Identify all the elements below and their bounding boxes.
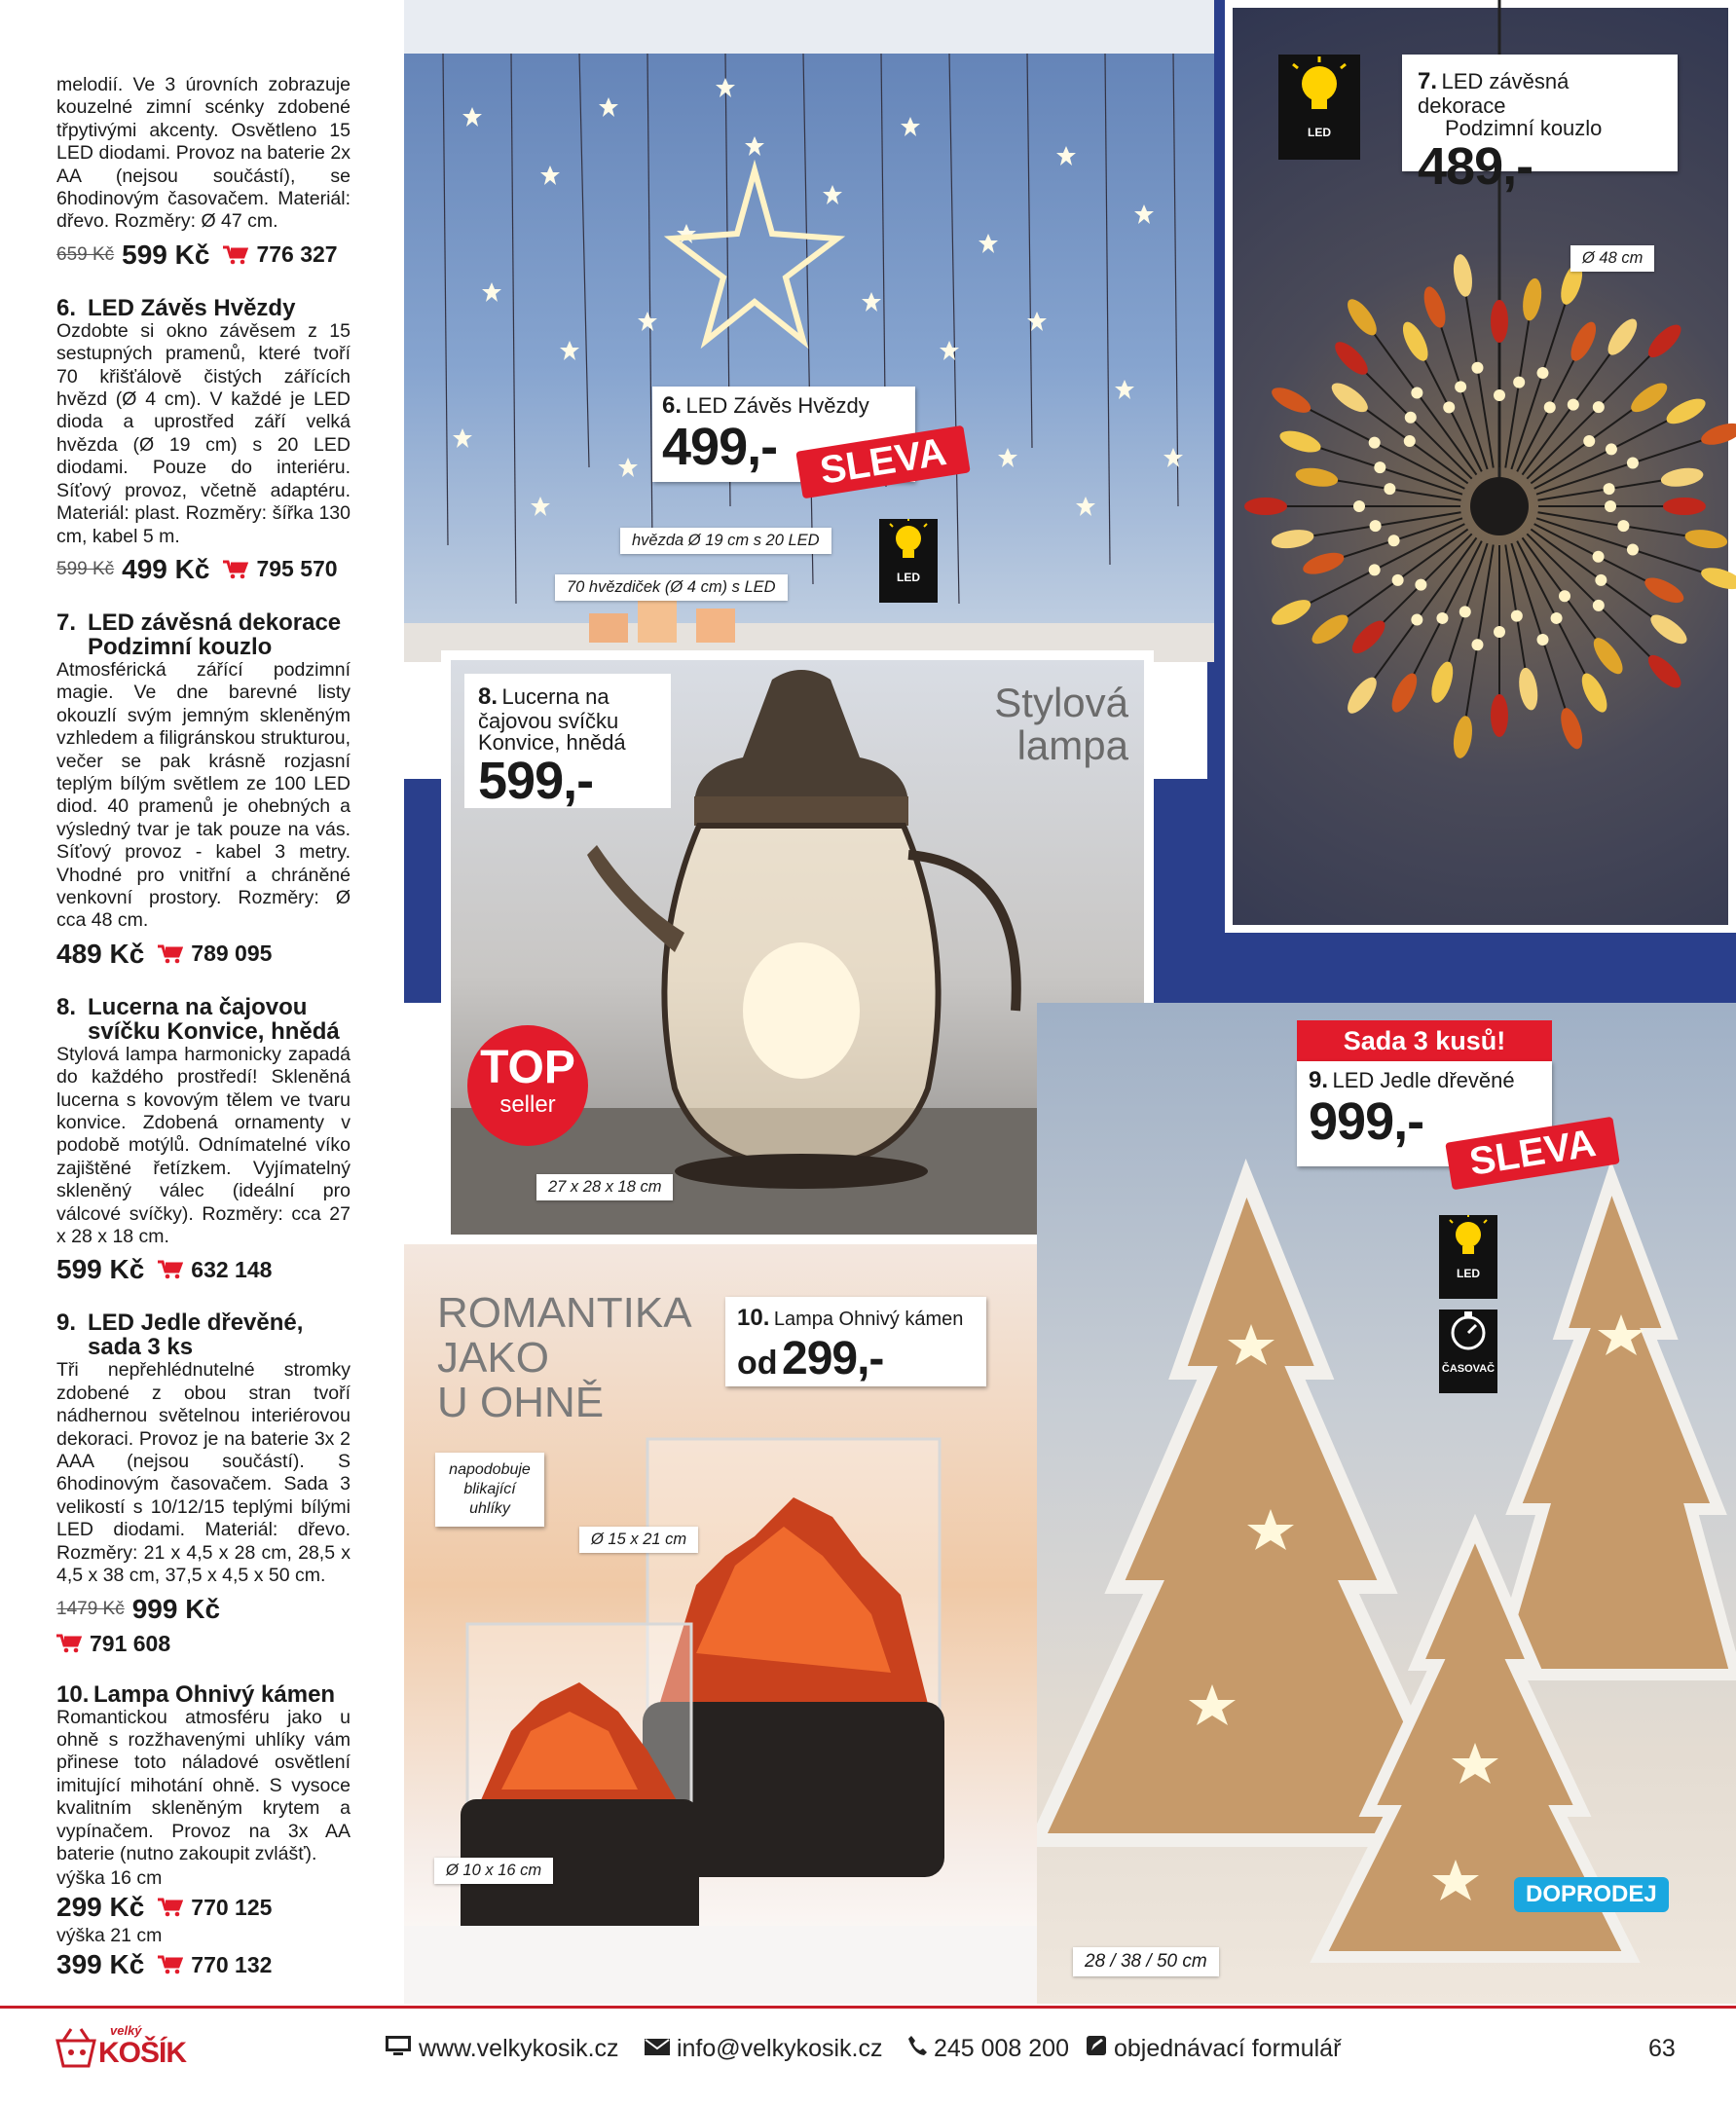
- tag-label: LED Závěs Hvězdy: [685, 393, 869, 418]
- price-tag-7: [1402, 55, 1678, 196]
- order-code: 632 148: [191, 1256, 273, 1282]
- logo-top: velký: [110, 2023, 142, 2038]
- headline-line1: Stylová: [994, 680, 1128, 725]
- tag-number: 8.: [478, 683, 499, 710]
- sleva-badge: SLEVA: [1445, 1117, 1620, 1191]
- order-code: 791 608: [90, 1630, 171, 1656]
- cart-icon: [223, 560, 248, 579]
- old-price: 599 Kč: [56, 558, 115, 579]
- cart-icon: [158, 1260, 183, 1279]
- intro-price-row: [56, 240, 351, 271]
- item-7: [56, 610, 351, 970]
- page-number: 63: [1648, 2035, 1676, 2062]
- footer-web[interactable]: [385, 2035, 619, 2063]
- tag-label: LED závěsná dekorace: [1418, 69, 1570, 118]
- product-text-column: [56, 74, 351, 1980]
- item-text: Romantickou atmosféru jako u ohně s rozžhavenými uhlíky vám přinese toto náladové osvětlení imitující mihotání ohně. S vysoce kvalitním skleněným krytem a vypínačem. Provoz na 3x AA baterie (nutno zakoupit zvlášť).: [56, 1706, 351, 1864]
- dimension-label: 28 / 38 / 50 cm: [1073, 1947, 1219, 1976]
- price-row: [56, 1892, 351, 1923]
- logo-main: KOŠÍK: [98, 2037, 187, 2069]
- variant-label: výška 16 cm: [56, 1867, 163, 1890]
- email-link[interactable]: info@velkykosik.cz: [676, 2035, 883, 2062]
- item-title: LED závěsná dekorace: [88, 609, 342, 636]
- cart-icon: [158, 1955, 183, 1974]
- tag-price: 999,-: [1309, 1092, 1424, 1151]
- cart-icon: [223, 245, 248, 265]
- intro-text: melodií. Ve 3 úrovních zobrazuje kouzelné zimní scénky zdobené třpytivými akcenty. Osvětleno 15 LED diodami. Provoz na baterie 2x AA (nejsou součástí), se 6hodinovým časovačem. Materiál: dřevo. Rozměry: Ø 47 cm.: [56, 74, 351, 233]
- order-code: 795 570: [256, 556, 338, 582]
- dimension-label: Ø 10 x 16 cm: [434, 1858, 553, 1884]
- dimension-label: 27 x 28 x 18 cm: [536, 1174, 673, 1200]
- price: 399 Kč: [56, 1949, 145, 1980]
- led-label: LED: [1457, 1267, 1480, 1280]
- bulb-icon: [1449, 1215, 1488, 1264]
- note-line1: napodobuje: [449, 1461, 531, 1478]
- tag-number: 9.: [1309, 1067, 1329, 1093]
- tag-label: Lampa Ohnivý kámen: [773, 1309, 964, 1330]
- price-tag-8: [464, 674, 671, 808]
- bulb-icon: [1290, 55, 1348, 123]
- feature-note: [435, 1453, 544, 1527]
- tag-label: LED Jedle dřevěné: [1332, 1068, 1515, 1092]
- item-text: Tři nepřehlédnutelné stromky zdobené z obou stran tvoří nádhernou světelnou interiérovou dekoraci. Provoz je na baterie 3x 2 AAA (nejsou součástí). S 6hodinovým časovačem. Sada 3 velikostí s 10/12/15 teplými bílými LED diodami. Materiál: dřevo. Rozměry: 21 x 4,5 x 28 cm, 28,5 x 4,5 x 38 cm, 37,5 x 4,5 x 50 cm.: [56, 1359, 351, 1587]
- photo-autumn-decoration: [1225, 0, 1736, 933]
- top-label: TOP: [480, 1042, 575, 1093]
- item-title: LED Závěs Hvězdy: [88, 294, 296, 321]
- tag-price: 299,-: [782, 1333, 884, 1384]
- price-row: [56, 939, 351, 970]
- order-code: 770 125: [191, 1894, 273, 1920]
- price: 499 Kč: [122, 553, 210, 584]
- footer-phone[interactable]: [907, 2035, 1069, 2063]
- footer-rule: [0, 2006, 1736, 2009]
- headline-line2: JAKO: [437, 1334, 549, 1382]
- dimension-label: Ø 15 x 21 cm: [579, 1527, 698, 1553]
- item-number: 6.: [56, 294, 77, 321]
- item-title: Lampa Ohnivý kámen: [93, 1680, 336, 1708]
- timer-icon: [1447, 1310, 1490, 1360]
- note-line3: uhlíky: [469, 1500, 510, 1517]
- old-price: 1479 Kč: [56, 1598, 125, 1619]
- price-prefix: od: [737, 1345, 778, 1382]
- note-line2: blikající: [463, 1481, 516, 1497]
- headline: [994, 682, 1128, 767]
- price: 489 Kč: [56, 938, 145, 969]
- tag-number: 10.: [737, 1305, 770, 1331]
- tag-label-3: Konvice, hnědá: [478, 730, 626, 755]
- bulb-icon: [889, 519, 928, 568]
- cart-icon: [56, 1634, 82, 1653]
- photo-wooden-trees: [1037, 1003, 1736, 2004]
- item-10: [56, 1682, 351, 1981]
- tag-label-2: čajovou svíčku: [478, 709, 619, 733]
- set-banner: Sada 3 kusů!: [1297, 1020, 1552, 1061]
- clearance-badge: DOPRODEJ: [1514, 1877, 1669, 1912]
- led-badge: [1439, 1215, 1497, 1299]
- timer-label: ČASOVAČ: [1441, 1363, 1496, 1375]
- cart-icon: [158, 944, 183, 964]
- item-6: [56, 296, 351, 585]
- item-title: Lucerna na čajovou: [88, 993, 308, 1020]
- tag-price: 499,-: [662, 418, 778, 476]
- tag-number: 7.: [1418, 68, 1438, 94]
- footer-logo: [54, 2017, 190, 2076]
- headline-line1: ROMANTIKA: [437, 1289, 692, 1337]
- price: 599 Kč: [56, 1254, 145, 1285]
- order-code: 776 327: [256, 241, 338, 268]
- order-code: 770 132: [191, 1951, 273, 1977]
- monitor-icon: [385, 2035, 412, 2056]
- tag-number: 6.: [662, 392, 683, 419]
- sleva-badge: SLEVA: [795, 425, 971, 499]
- item-title-line2: svíčku Konvice, hnědá: [88, 1017, 340, 1045]
- phone-number[interactable]: 245 008 200: [933, 2035, 1069, 2062]
- item-title-line2: Podzimní kouzlo: [88, 633, 273, 660]
- variant-label: výška 21 cm: [56, 1925, 163, 1947]
- item-number: 10.: [56, 1680, 90, 1708]
- tag-price: 599,-: [478, 752, 594, 810]
- item-title-line2: sada 3 ks: [88, 1334, 194, 1361]
- form-icon: [1086, 2035, 1107, 2056]
- timer-badge: [1439, 1310, 1497, 1393]
- price-row: [56, 1254, 351, 1285]
- headline-line2: lampa: [1016, 722, 1128, 768]
- led-badge: [1278, 55, 1360, 160]
- headline: [437, 1291, 692, 1425]
- dimension-label: hvězda Ø 19 cm s 20 LED: [620, 528, 831, 554]
- code-row: [56, 1631, 351, 1657]
- photo-star-curtain: [404, 0, 1214, 662]
- item-text: Ozdobte si okno závěsem z 15 sestupných pramenů, které tvoří 70 křišťálově čistých zářících hvězd (Ø 4 cm). V každé je LED dioda a uprostřed září velká hvězda (Ø 19 cm) s 20 LED diodami. Pouze do interiéru. Síťový provoz, včetně adaptéru. Materiál: plast. Rozměry: šířka 130 cm, kabel 5 m.: [56, 319, 351, 547]
- item-8: [56, 995, 351, 1286]
- price: 999 Kč: [131, 1593, 221, 1624]
- order-code: 789 095: [191, 941, 273, 967]
- cart-icon: [158, 1898, 183, 1917]
- footer-email[interactable]: [645, 2035, 883, 2063]
- star-curtain-lights: [404, 0, 1214, 662]
- led-label: LED: [1308, 126, 1331, 139]
- item-text: Stylová lampa harmonicky zapadá do každého prostředí! Skleněná lucerna s kovovým tělem ve tvaru konvice. Zdobená ornamenty v podobě motýlů. Odnímatelné víko zajištěné řetízkem. Vyjímatelný skleněný válec (ideální pro válcové svíčky). Rozměry: cca 27 x 28 x 18 cm.: [56, 1043, 351, 1248]
- led-badge: [879, 519, 938, 603]
- headline-line3: U OHNĚ: [437, 1379, 605, 1426]
- big-star: [672, 170, 837, 341]
- price-row: [56, 554, 351, 585]
- price-tag-10: [725, 1297, 986, 1386]
- basket-logo-icon: [54, 2027, 98, 2072]
- tag-price: 489,-: [1418, 137, 1533, 196]
- phone-icon: [907, 2035, 927, 2056]
- price-row: [56, 1949, 351, 1980]
- item-number: 9.: [56, 1310, 77, 1337]
- item-title: LED Jedle dřevěné,: [88, 1310, 304, 1337]
- price: 599 Kč: [122, 239, 210, 270]
- price-row: [56, 1594, 351, 1625]
- tag-label-2: Podzimní kouzlo: [1445, 116, 1603, 140]
- old-price: 659 Kč: [56, 243, 115, 265]
- dimension-label: 70 hvězdiček (Ø 4 cm) s LED: [555, 574, 788, 601]
- photo-fire-lamps: [404, 1244, 1042, 2004]
- envelope-icon: [645, 2037, 670, 2056]
- order-form-link[interactable]: objednávací formulář: [1113, 2035, 1342, 2062]
- item-number: 8.: [56, 993, 77, 1020]
- seller-label: seller: [499, 1091, 556, 1118]
- item-9: [56, 1310, 351, 1656]
- price: 299 Kč: [56, 1892, 145, 1923]
- footer-order-form[interactable]: [1086, 2035, 1341, 2063]
- top-seller-badge: [467, 1025, 588, 1146]
- web-link[interactable]: www.velkykosik.cz: [418, 2035, 619, 2062]
- tag-label: Lucerna na: [501, 684, 609, 709]
- item-text: Atmosférická zářící podzimní magie. Ve dne barevné listy okouzlí svým jemným skleněným vzhledem a filigránskou strukturou, večer se pak krásně rozjasní teplým bílým světlem ze 100 LED diod. 40 pramenů je ohebných a výsledný tvar je tak pouze na vás. Síťový provoz - kabel 3 metry. Vhodné pro vnitřní a chráněné venkovní prostory. Rozměry: Ø cca 48 cm.: [56, 658, 351, 932]
- led-label: LED: [897, 571, 920, 584]
- dimension-label: Ø 48 cm: [1570, 245, 1654, 272]
- item-number: 7.: [56, 609, 77, 636]
